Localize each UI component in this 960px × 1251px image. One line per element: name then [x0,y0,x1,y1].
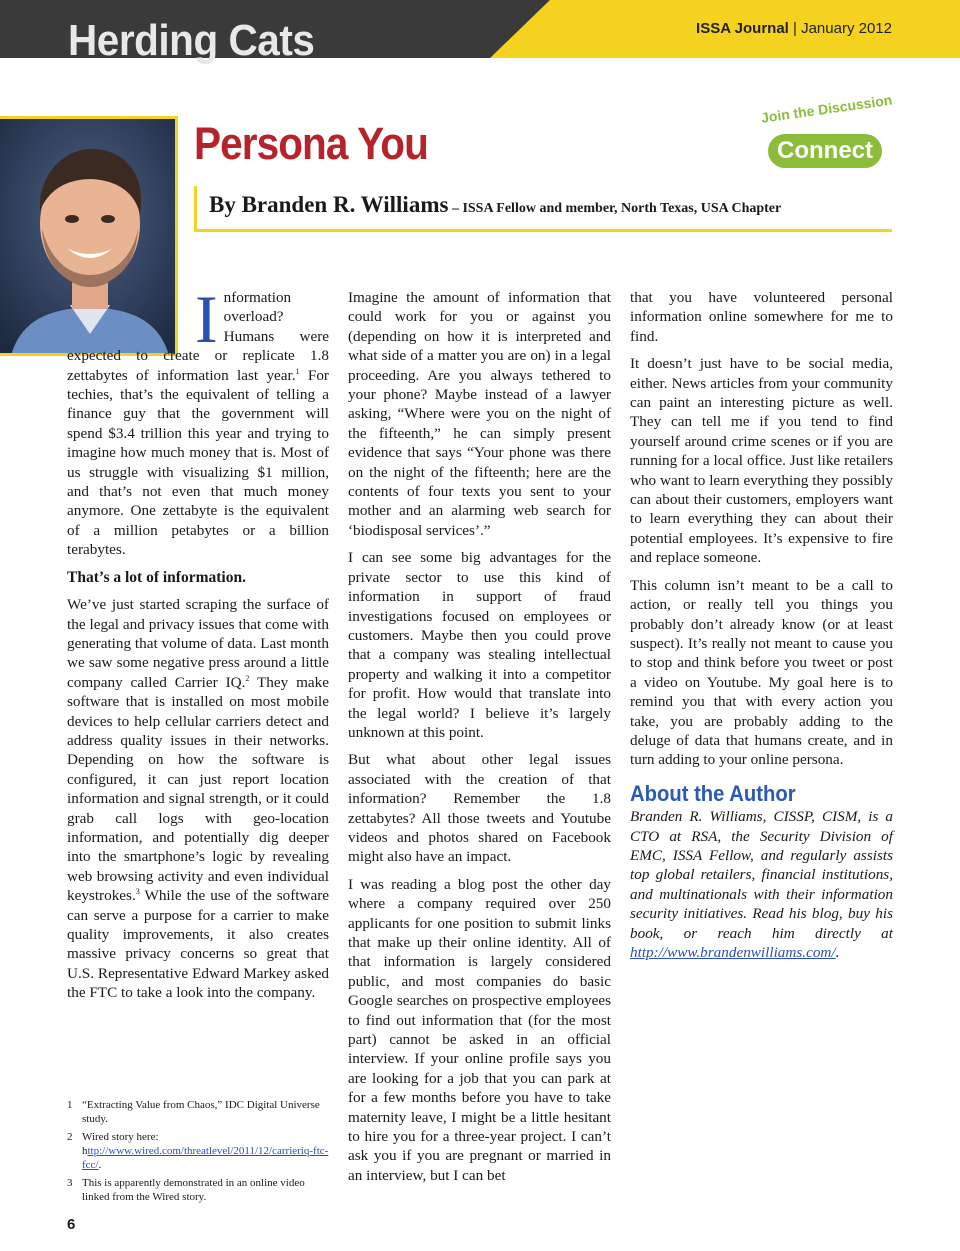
byline-affiliation: – ISSA Fellow and member, North Texas, USA Chapter [448,201,782,216]
connect-button[interactable]: Connect [768,134,882,168]
footnote [67,1098,329,1126]
author-blog-link[interactable]: http://www.brandenwilliams.com/ [630,944,836,961]
article-title: Persona You [194,118,428,169]
footnote-ref: 1 [295,366,300,376]
paragraph: Imagine the amount of information that could work for you or against you (depending on how it is interpreted and what side of a matter you are on) in a legal proceeding. Are you always tethered to your phone? Maybe instead of a lawyer asking, “Where were you on the night of the fifteenth,” he can simply present evidence that says “Your phone was there on the night of the fifteenth; here are the contents of four texts you sent to your mother and an alarming web search for ‘biodisposal services’.” [348,289,611,539]
paragraph: that you have volunteered personal information online somewhere for me to find. [630,289,893,345]
footnote-ref: 3 [135,887,140,897]
about-author-text [630,807,893,962]
journal-date: January 2012 [801,20,892,37]
byline [209,192,781,218]
footnote [67,1176,329,1204]
byline-name: By Branden R. Williams [209,192,449,217]
footnote-text: “Extracting Value from Chaos,” IDC Digital Universe study. [82,1099,320,1125]
department-title: Herding Cats [68,16,315,65]
byline-box [194,186,892,232]
paragraph: I can see some big advantages for the private sector to use this kind of information in support of fraud investigations focused on employees or customers. Maybe then you could prove that a company was stealing intellectual property and walking it into a competitor for profit. How would that translate into the legal world? I believe it’s largely unknown at this point. [348,549,611,741]
text-run: Branden R. Williams, CISSP, CISM, is a CTO at RSA, the Security Division of EMC, ISSA Fellow, and regularly assists top global retailers, financial institutions, and multinationals with their information security initiatives. Read his blog, buy his book, or reach him directly at [630,808,893,942]
footnote-text: Wired story here: h [82,1131,159,1157]
footnote-number: 1 [67,1099,73,1111]
wired-story-link[interactable]: ttp://www.wired.com/threatlevel/2011/12/carrieriq-ftc-fcc/ [82,1145,329,1171]
connect-badge[interactable] [760,91,894,172]
paragraph: But what about other legal issues associated with the creation of that information? Remember the 1.8 zettabytes? All those tweets and Youtube videos and photos shared on Facebook might also have an impact. [348,751,611,866]
text-run: For techies, that’s the equivalent of telling a finance guy that the government will spend $3.4 trillion this year and trying to imagine how much money that is. Most of us struggle with visualizing $1 million, and that’s not even that much money anymore. One zettabyte is the equivalent of a million petabytes or a billion terabytes. [67,366,329,559]
text-run: . [835,944,840,961]
footnote [67,1130,329,1172]
column-3 [630,288,893,970]
footnote-number: 2 [67,1131,73,1143]
footnote-text: . [98,1159,102,1171]
text-run: While the use of the software can serve a purpose for a carrier to make quality improvements, it also creates massive privacy concerns so great that U.S. Representative Edward Markey asked the FTC to take a look into the company. [67,887,329,1002]
footnotes [67,1098,329,1208]
text-run: They make software that is installed on most mobile devices to help cellular carriers detect and address quality issues in their networks. Depending on how the software is configured, it can just report location information and signal strength, or it could grab call logs with geo-location information, and potentially dig deeper into the smartphone’s logic by revealing web browsing activity and even individual keystrokes. [67,673,329,905]
column-2 [348,288,611,1193]
subheading: That’s a lot of information. [67,568,246,586]
about-author-heading: About the Author [630,780,796,806]
paragraph: I was reading a blog post the other day where a company required over 250 applicants for one position to submit links that make up their online identity. All of that information is largely considered public, and most companies do basic Google searches on prospective employees to find out information that (for the most part) cannot be asked in an official interview. If your online profile says you are looking for a job that you can park at for a few months before you have to take maternity leave, I might be a little hesitant to hire you for a three-year project. I can’t ask you if you are pregnant or married in an interview, but I can bet [348,875,611,1184]
text-run: We’ve just started scraping the surface of the legal and privacy issues that come with generating that volume of data. Last month we saw some negative press around a little company called Carrier IQ. [67,596,329,691]
paragraph: This column isn’t meant to be a call to action, or really tell you things you probably don’t already know (or at least suspect). It’s really not meant to cause you to stop and think before you tweet or post a video on Youtube. My goal here is to remind you that with every action you take, you are probably adding to the deluge of data that humans create, and in turn adding to your online persona. [630,576,893,769]
footnote-number: 3 [67,1177,73,1189]
footnote-ref: 2 [245,673,250,683]
page-number: 6 [67,1216,76,1233]
journal-name: ISSA Journal [696,20,789,37]
journal-separator: | [788,20,802,37]
paragraph: It doesn’t just have to be social media, either. News articles from your community can paint an interesting picture as well. They can tell me if you tend to find yourself around crime scenes or if you are running for a local office. Just like retailers who want to learn everything they possibly can about their customers, employers want to learn everything they can about their potential employees. It’s expensive to fire and replace someone. [630,355,893,567]
footnote-text: This is apparently demonstrated in an online video linked from the Wired story. [82,1177,305,1203]
drop-cap: I [195,281,218,357]
header-bar [0,0,960,65]
journal-issue [696,20,892,37]
column-1 [67,281,329,1011]
connect-tagline: Join the Discussion [760,91,894,126]
paragraph [67,281,329,560]
text-run: nformation overload? Humans were expected to create or replicate 1.8 zettabytes of information last year. [67,289,329,384]
paragraph [67,595,329,1003]
